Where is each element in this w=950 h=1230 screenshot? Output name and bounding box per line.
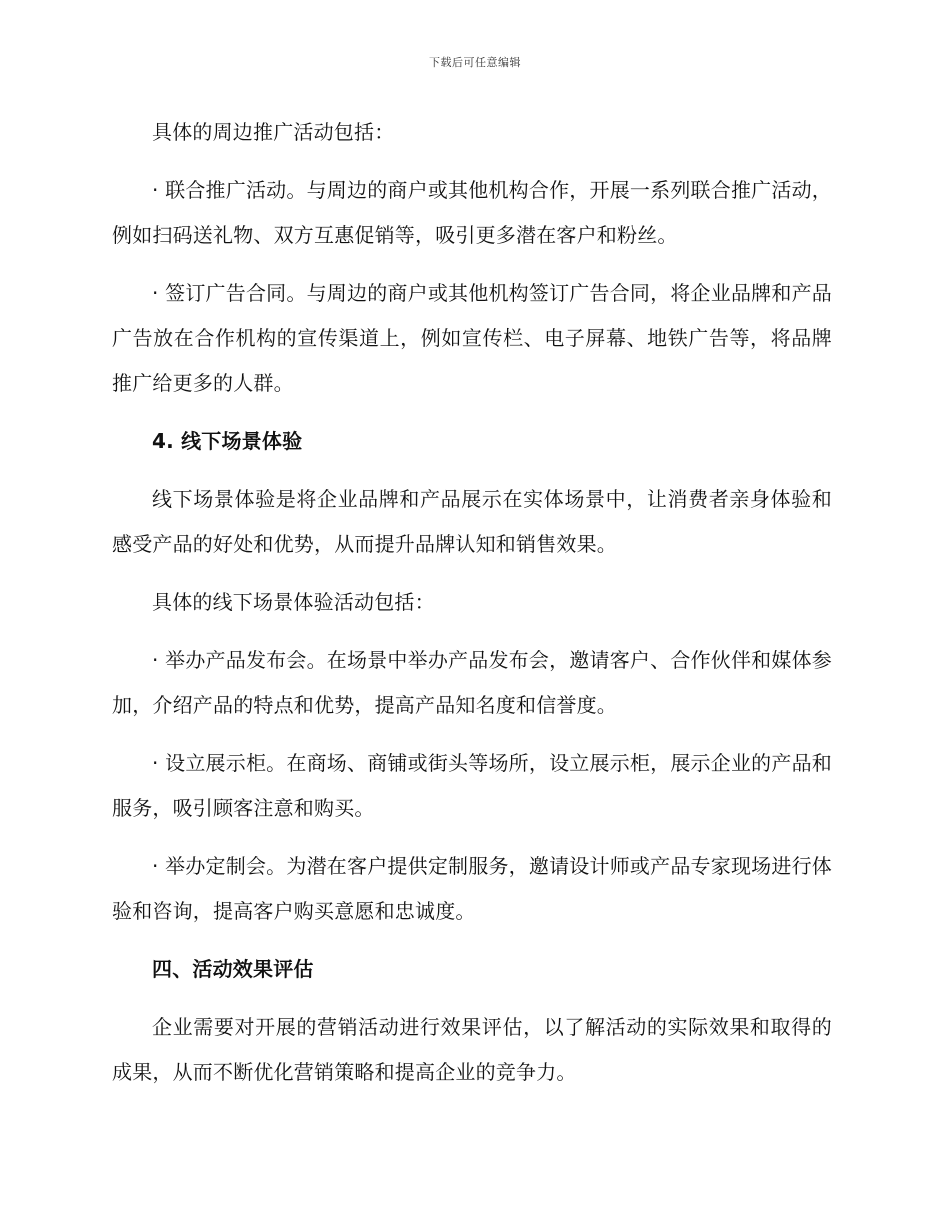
paragraph-offline-experience-description: 线下场景体验是将企业品牌和产品展示在实体场景中，让消费者亲身体验和感受产品的好处和优势，从而提升品牌认知和销售效果。 [112,487,832,556]
paragraph-display-cabinet: · 设立展示柜。在商场、商铺或街头等场所，设立展示柜，展示企业的产品和服务，吸引顾客注意和购买。 [112,751,832,820]
paragraph-ad-contract: · 签订广告合同。与周边的商户或其他机构签订广告合同，将企业品牌和产品广告放在合作机构的宣传渠道上，例如宣传栏、电子屏幕、地铁广告等，将品牌推广给更多的人群。 [112,281,832,395]
paragraph-intro-surrounding-promotion: 具体的周边推广活动包括： [152,120,395,144]
paragraph-effect-evaluation: 企业需要对开展的营销活动进行效果评估，以了解活动的实际效果和取得的成果，从而不断优化营销策略和提高企业的竞争力。 [112,1015,832,1084]
document-body [112,110,832,1108]
page-header: 下载后可任意编辑 [429,56,521,69]
section-heading-effect-evaluation: 四、活动效果评估 [152,957,314,981]
paragraph-product-launch: · 举办产品发布会。在场景中举办产品发布会，邀请客户、合作伙伴和媒体参加，介绍产品的特点和优势，提高产品知名度和信誉度。 [112,648,832,717]
section-heading-offline-experience: 4. 线下场景体验 [152,429,303,453]
paragraph-joint-promotion: · 联合推广活动。与周边的商户或其他机构合作，开展一系列联合推广活动，例如扫码送礼物、双方互惠促销等，吸引更多潜在客户和粉丝。 [112,178,832,247]
paragraph-customization-event: · 举办定制会。为潜在客户提供定制服务，邀请设计师或产品专家现场进行体验和咨询，提高客户购买意愿和忠诚度。 [112,854,832,923]
paragraph-intro-offline-activities: 具体的线下场景体验活动包括： [152,590,435,614]
